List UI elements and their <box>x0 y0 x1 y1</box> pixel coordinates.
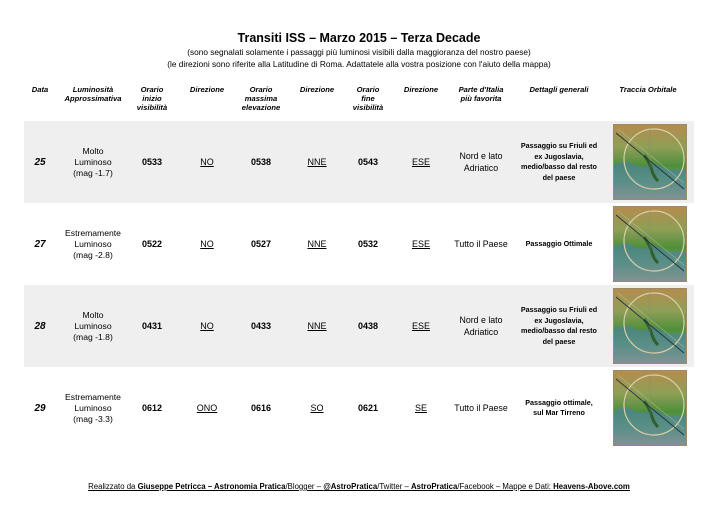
row-max-time: 0433 <box>250 321 272 331</box>
row-brightness: Molto Luminoso (mag -1.7) <box>73 145 113 178</box>
row-max-direction: SO <box>310 403 324 413</box>
header-dettagli: Dettagli generali <box>529 85 589 94</box>
row-orbit-track <box>608 121 692 203</box>
row-date: 25 <box>34 156 46 168</box>
row-end-time: 0438 <box>357 321 379 331</box>
row-orbit-track <box>608 285 692 367</box>
header-traccia: Traccia Orbitale <box>619 85 677 94</box>
row-end-direction: SE <box>414 403 427 413</box>
row-orbit-track <box>608 367 692 449</box>
row-end-time: 0543 <box>357 157 379 167</box>
table-row <box>24 285 694 367</box>
row-start-time: 0431 <box>141 321 163 331</box>
header-orario-inizio: Orario inizio visibilità <box>136 85 168 112</box>
header-direzione-inizio: Direzione <box>189 85 225 94</box>
footer-credits[interactable]: Realizzato da Giuseppe Petricca – Astronomia Pratica/Blogger – @AstroPratica/Twitter – AstroPratica/Facebook – Mappe e Dati: Heavens-Above.com <box>88 482 630 491</box>
row-end-direction: ESE <box>411 239 430 249</box>
row-favored-region: Nord e lato Adriatico <box>459 151 503 173</box>
row-brightness: Estremamente Luminoso (mag -2.8) <box>65 227 121 260</box>
row-max-time: 0616 <box>250 403 272 413</box>
row-date: 29 <box>34 402 46 414</box>
subtitle-note: (sono segnalati solamente i passaggi più luminosi visibili dalla maggioranza del nostro paese) <box>187 47 531 57</box>
row-details: Passaggio Ottimale <box>525 238 593 248</box>
table-row <box>24 121 694 203</box>
row-start-direction: ONO <box>196 403 218 413</box>
header-parte-italia: Parte d'Italia più favorita <box>458 85 504 103</box>
row-start-direction: NO <box>200 321 214 331</box>
row-start-direction: NO <box>200 157 214 167</box>
orbit-map-image <box>613 288 687 364</box>
orbit-map-image <box>613 370 687 446</box>
row-details: Passaggio ottimale, sul Mar Tirreno <box>525 397 593 417</box>
table-row <box>24 367 694 449</box>
row-max-time: 0538 <box>250 157 272 167</box>
row-max-time: 0527 <box>250 239 272 249</box>
row-start-time: 0522 <box>141 239 163 249</box>
row-favored-region: Tutto il Paese <box>454 239 508 249</box>
row-end-time: 0621 <box>357 403 379 413</box>
row-favored-region: Tutto il Paese <box>454 403 508 413</box>
row-date: 27 <box>34 238 46 250</box>
page-title: Transiti ISS – Marzo 2015 – Terza Decade <box>237 31 481 45</box>
header-data: Data <box>31 85 49 94</box>
row-start-direction: NO <box>200 239 214 249</box>
row-brightness: Molto Luminoso (mag -1.8) <box>73 309 113 342</box>
row-favored-region: Nord e lato Adriatico <box>459 315 503 337</box>
subtitle-directions-note: (le direzioni sono riferite alla Latitudine di Roma. Adattatele alla vostra posizione con l'aiuto della mappa) <box>167 59 551 69</box>
row-start-time: 0533 <box>141 157 163 167</box>
row-end-time: 0532 <box>357 239 379 249</box>
row-details: Passaggio su Friuli ed ex Jugoslavia, medio/basso dal resto del paese <box>520 305 598 346</box>
row-max-direction: NNE <box>307 321 327 331</box>
header-orario-fine: Orario fine visibilità <box>352 85 384 112</box>
row-end-direction: ESE <box>411 157 430 167</box>
header-direzione-massima: Direzione <box>299 85 335 94</box>
row-date: 28 <box>34 320 46 332</box>
table-row <box>24 203 694 285</box>
header-direzione-fine: Direzione <box>403 85 439 94</box>
row-start-time: 0612 <box>141 403 163 413</box>
header-orario-massima: Orario massima elevazione <box>241 85 281 112</box>
row-details: Passaggio su Friuli ed ex Jugoslavia, medio/basso dal resto del paese <box>520 141 598 182</box>
row-brightness: Estremamente Luminoso (mag -3.3) <box>65 391 121 424</box>
orbit-map-image <box>613 206 687 282</box>
row-max-direction: NNE <box>307 239 327 249</box>
orbit-map-image <box>613 124 687 200</box>
row-end-direction: ESE <box>411 321 430 331</box>
row-max-direction: NNE <box>307 157 327 167</box>
header-luminosita: Luminosità Approssimativa <box>64 85 122 103</box>
row-orbit-track <box>608 203 692 285</box>
